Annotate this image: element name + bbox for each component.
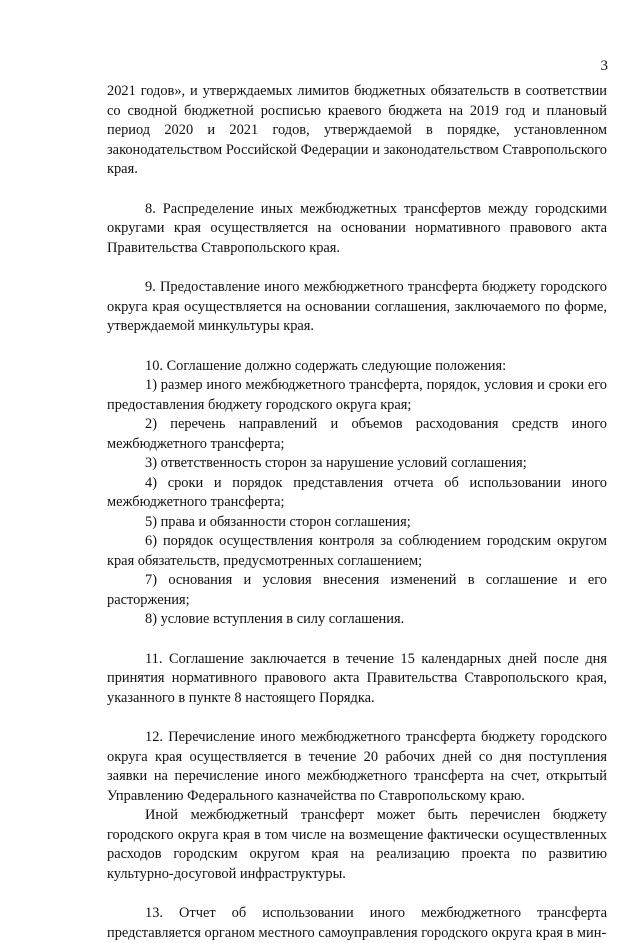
- list-item-6: 6) порядок осуществления контроля за соблюдением городским округом края обязательств, предусмотренных соглашением;: [107, 533, 607, 569]
- document-body: [107, 82, 607, 943]
- list-item-8: 8) условие вступления в силу соглашения.: [145, 611, 405, 627]
- paragraph-11: 11. Соглашение заключается в течение 15 календарных дней после дня принятия нормативного правового акта Правительства Ставропольского края, указанного в пункте 8 настоящего Порядка.: [107, 650, 607, 706]
- paragraph-continuation: 2021 годов», и утверждаемых лимитов бюджетных обязательств в соответствии со сводной бюджетной росписью краевого бюджета на 2019 год и плановый период 2020 и 2021 годов, утверждаемой в порядке, установленном законодательством Российской Федерации и законодательством Ставропольского края.: [107, 83, 607, 177]
- paragraph-10: 10. Соглашение должно содержать следующие положения:: [145, 357, 507, 374]
- paragraph-9: 9. Предоставление иного межбюджетного трансферта бюджету городского округа края осуществляется на основании соглашения, заключаемого по форме, утверждаемой минкультуры края.: [107, 279, 607, 334]
- page-number: 3: [600, 58, 608, 74]
- list-item-7: 7) основания и условия внесения изменений в соглашение и его расторжения;: [107, 572, 607, 608]
- paragraph-13: 13. Отчет об использовании иного межбюджетного трансферта представляется органом местного самоуправления городского округа края в мин-: [107, 905, 607, 941]
- list-item-2: 2) перечень направлений и объемов расходования средств иного межбюджетного трансферта;: [107, 416, 607, 452]
- paragraph-12: 12. Перечисление иного межбюджетного трансферта бюджету городского округа края осуществляется в течение 20 рабочих дней со дня поступления заявки на перечисление иного межбюджетного трансферта на счет, открытый Управлению Федерального казначейства по Ставропольскому краю.: [107, 729, 607, 804]
- list-item-5: 5) права и обязанности сторон соглашения;: [145, 513, 411, 530]
- list-item-3: 3) ответственность сторон за нарушение условий соглашения;: [145, 455, 527, 471]
- paragraph-12-continued: Иной межбюджетный трансферт может быть перечислен бюджету городского округа края в том числе на возмещение фактически осуществленных расходов городским округом края на реализацию проекта по развитию культурно-досуговой инфраструктуры.: [107, 807, 607, 882]
- list-item-1: 1) размер иного межбюджетного трансферта, порядок, условия и сроки его предоставления бюджету городского округа края;: [107, 377, 607, 413]
- list-item-4: 4) сроки и порядок представления отчета об использовании иного межбюджетного трансферта;: [107, 474, 607, 510]
- paragraph-8: 8. Распределение иных межбюджетных трансфертов между городскими округами края осуществляется на основании нормативного правового акта Правительства Ставропольского края.: [107, 200, 607, 256]
